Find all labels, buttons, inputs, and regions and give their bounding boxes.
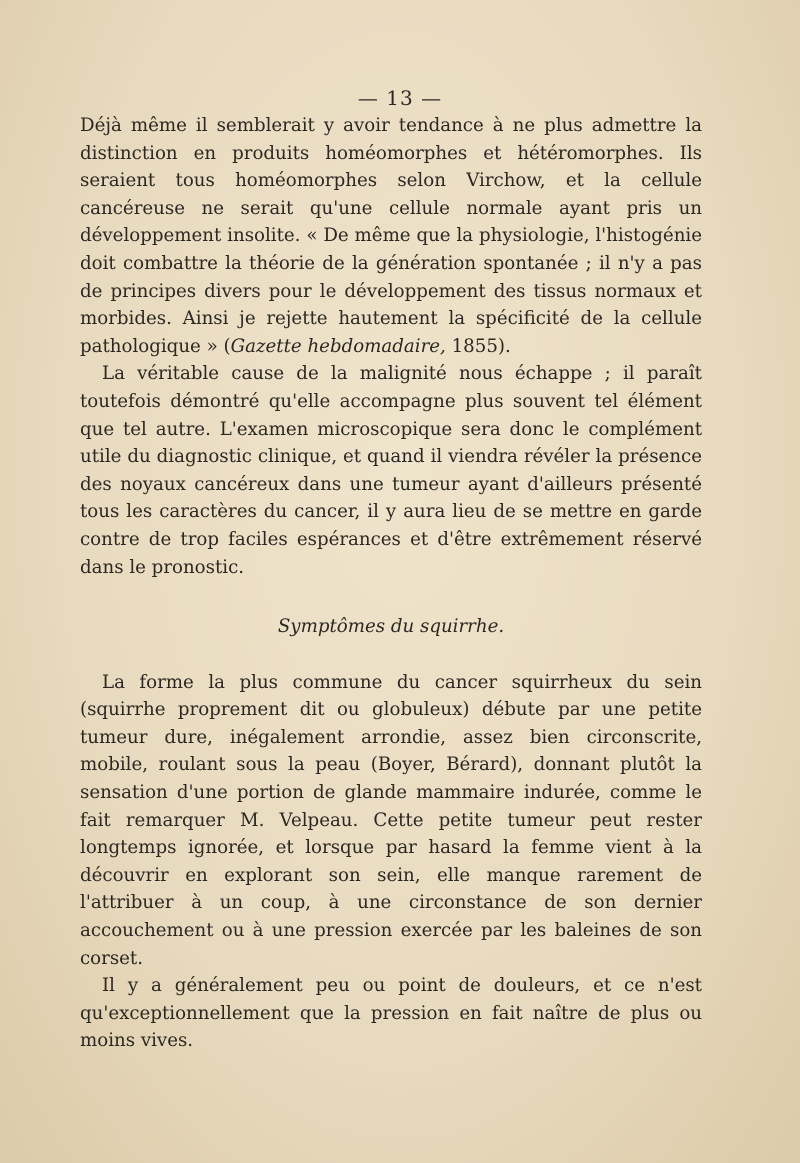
paragraph-4: Il y a généralement peu ou point de douleurs, et ce n'est qu'exceptionnellement que la pression en fait naître de plus ou moins vives. xyxy=(80,975,702,1052)
citation: Gazette hebdomadaire, xyxy=(230,335,446,357)
page-number: — 13 — xyxy=(357,86,443,110)
citation-tail: 1855). xyxy=(445,335,511,357)
paragraph-1-text: Déjà même il semblerait y avoir tendance à ne plus admettre la distinction en produits homéomorphes et hétéromorphes. Ils seraient tous homéomorphes selon Virchow, et la cellule cancéreuse ne serait qu'une cellule normale ayant pris un développement insolite. « De même que la physiologie, l'histogénie doit combattre la théorie de la génération spontanée ; il n'y a pas de principes divers pour le développement des tissus normaux et morbides. Ainsi je rejette hautement la spécificité de la cellule pathologique » ( xyxy=(80,115,702,357)
paragraph-2: La véritable cause de la malignité nous échappe ; il paraît toutefois démontré qu'elle accompagne plus souvent tel élément que tel autre. L'examen microscopique sera donc le complément utile du diagnostic clinique, et quand il viendra révéler la présence des noyaux cancéreux dans une tumeur ayant d'ailleurs présenté tous les caractères du cancer, il y aura lieu de se mettre en garde contre de trop faciles espérances et d'être extrêmement réservé dans le pronostic. xyxy=(80,363,702,578)
section-heading: Symptômes du squirrhe. xyxy=(277,616,505,638)
paragraph-1 xyxy=(80,112,702,360)
body-text xyxy=(80,112,702,1055)
paragraph-3: La forme la plus commune du cancer squirrheux du sein (squirrhe proprement dit ou globuleux) débute par une petite tumeur dure, inégalement arrondie, assez bien circonscrite, mobile, roulant sous la peau (Boyer, Bérard), donnant plutôt la sensation d'une portion de glande mammaire indurée, comme le fait remarquer M. Velpeau. Cette petite tumeur peut rester longtemps ignorée, et lorsque par hasard la femme vient à la découvrir en explorant son sein, elle manque rarement de l'attribuer à un coup, à une circonstance de son dernier accouchement ou à une pression exercée par les baleines de son corset. xyxy=(80,671,702,969)
